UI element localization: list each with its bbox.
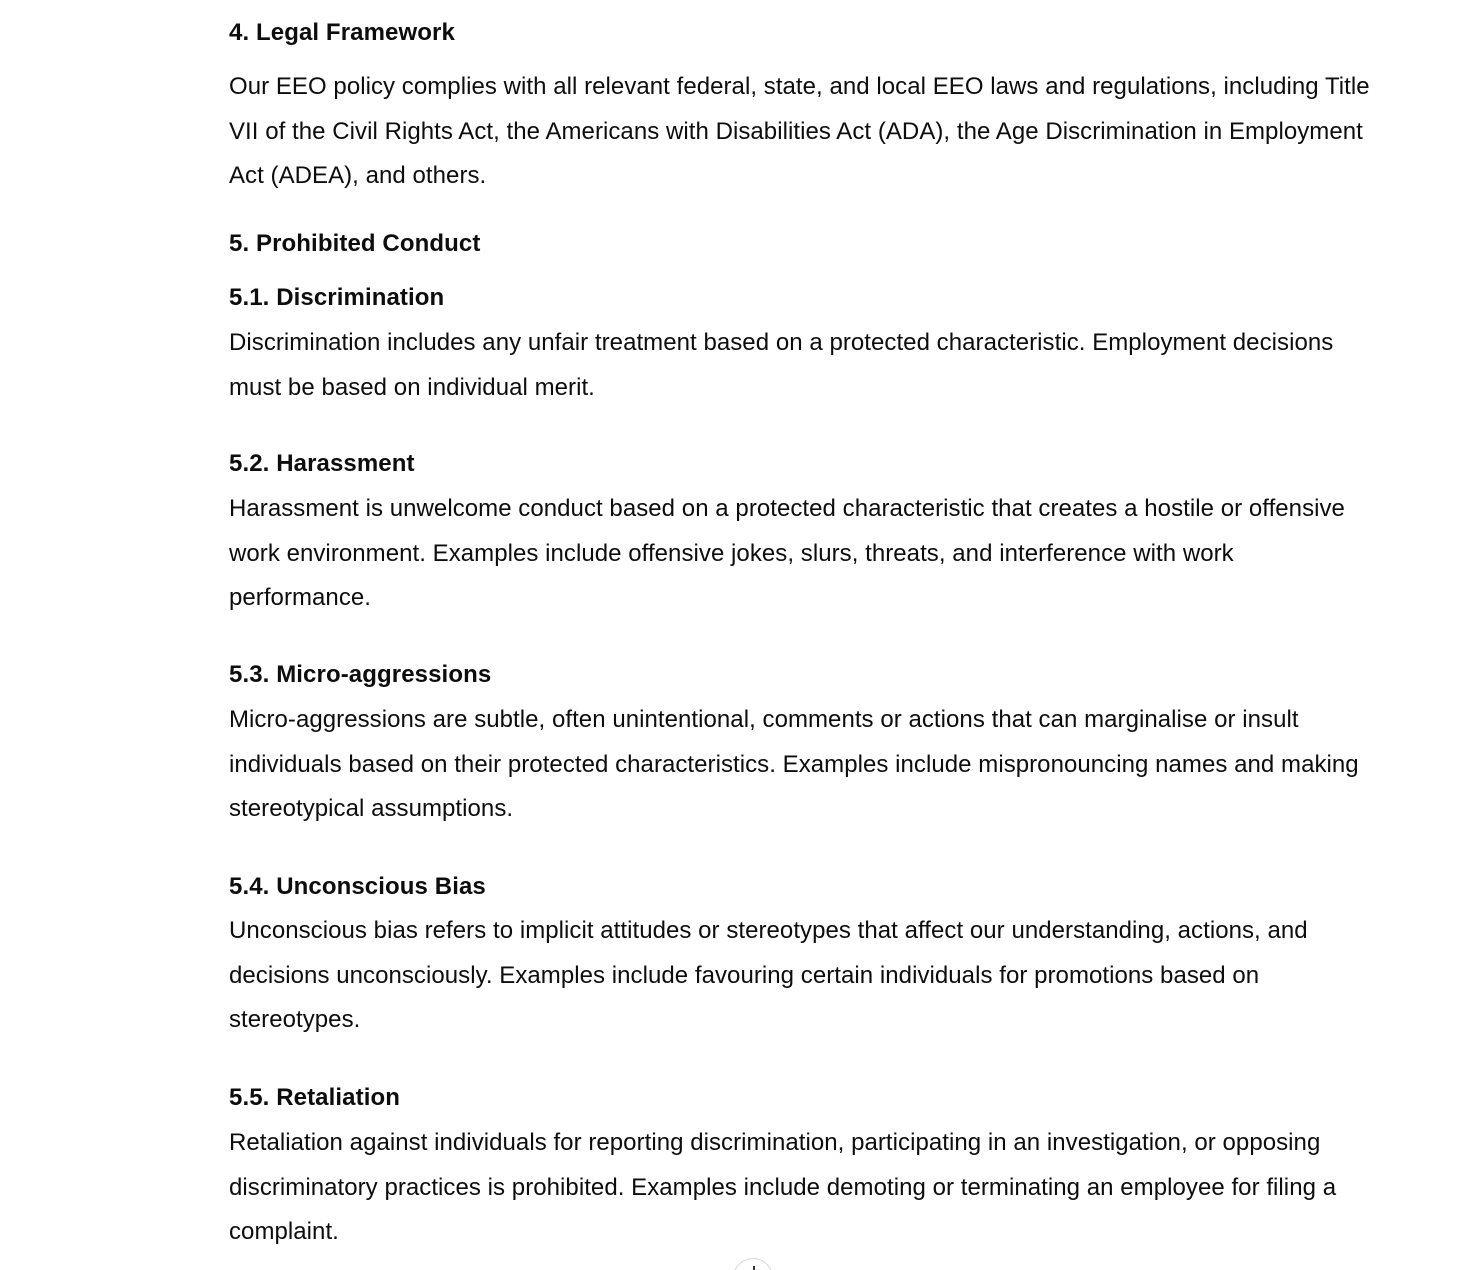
section-heading-prohibited-conduct: 5. Prohibited Conduct — [229, 230, 481, 257]
subsection-body-discrimination: Discrimination includes any unfair treatment based on a protected characteristic. Employment decisions must be based on individual merit. — [229, 329, 1334, 401]
subsection-heading-discrimination: 5.1. Discrimination — [229, 284, 445, 311]
subsection-heading-micro-aggressions: 5.3. Micro-aggressions — [229, 661, 492, 688]
subsection-body-unconscious-bias: Unconscious bias refers to implicit attitudes or stereotypes that affect our understanding, actions, and decisions unconsciously. Examples include favouring certain individuals for promotions based on stereotypes. — [229, 917, 1308, 1034]
subsection-body-harassment: Harassment is unwelcome conduct based on a protected characteristic that creates a hostile or offensive work environment. Examples include offensive jokes, slurs, threats, and interference with work performance. — [229, 495, 1345, 612]
subsection-heading-unconscious-bias: 5.4. Unconscious Bias — [229, 873, 486, 900]
subsection-heading-harassment: 5.2. Harassment — [229, 450, 415, 477]
arrow-down-icon — [753, 1266, 755, 1270]
scroll-to-bottom-button[interactable] — [733, 1258, 773, 1270]
section-body-legal-framework: Our EEO policy complies with all relevant federal, state, and local EEO laws and regulations, including Title VII of the Civil Rights Act, the Americans with Disabilities Act (ADA), the Age Discrimination in Employment Act (ADEA), and others. — [229, 73, 1370, 190]
section-heading-legal-framework: 4. Legal Framework — [229, 19, 455, 46]
subsection-heading-retaliation: 5.5. Retaliation — [229, 1084, 400, 1111]
subsection-body-retaliation: Retaliation against individuals for reporting discrimination, participating in an investigation, or opposing discriminatory practices is prohibited. Examples include demoting or terminating an employee for filing a complaint. — [229, 1129, 1337, 1246]
subsection-body-micro-aggressions: Micro-aggressions are subtle, often unintentional, comments or actions that can marginalise or insult individuals based on their protected characteristics. Examples include mispronouncing names and making stereotypical assumptions. — [229, 706, 1359, 823]
